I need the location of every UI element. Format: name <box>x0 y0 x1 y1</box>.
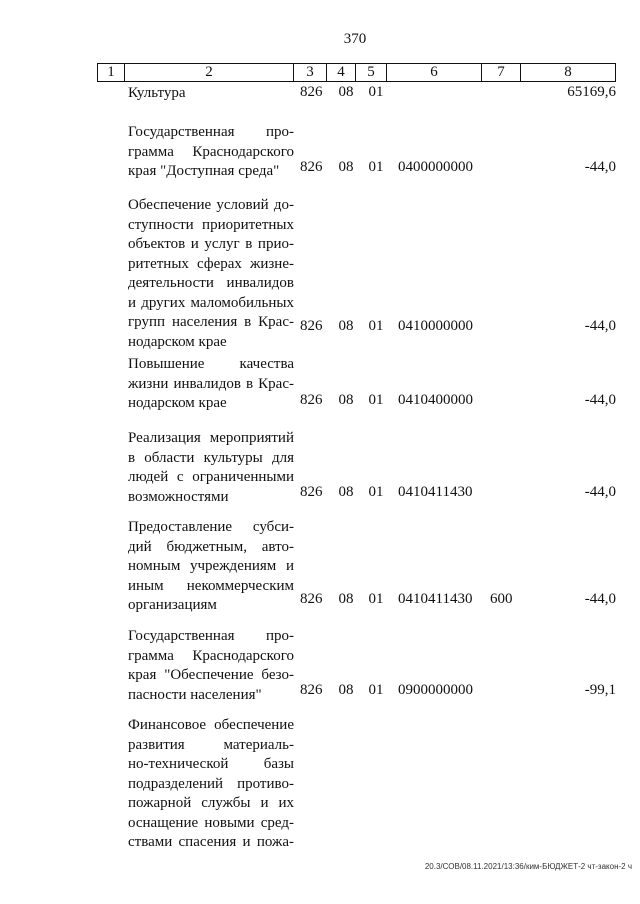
description-line: развития материаль- <box>128 736 294 753</box>
description-line: дий бюджетным, авто- <box>128 538 294 555</box>
description-line: возможностями <box>128 488 229 505</box>
cell-subsection: 01 <box>368 392 384 408</box>
cell-subsection: 01 <box>368 682 384 698</box>
cell-subsection: 01 <box>368 159 384 175</box>
description-line: ступности приоритетных <box>128 216 294 233</box>
cell-amount: -99,1 <box>584 682 616 698</box>
column-header: 7 <box>482 64 521 82</box>
description-line: Повышение качества <box>128 356 294 372</box>
document-footer-code: 20.3/СОВ/08.11.2021/13:36/ким-БЮДЖЕТ-2 чт-закон-2 ч <box>424 862 632 871</box>
cell-subsection: 01 <box>368 484 384 500</box>
column-header: 6 <box>387 64 482 82</box>
cell-amount: -44,0 <box>584 591 616 607</box>
description-line: оснащение новыми сред- <box>128 814 294 831</box>
row-description <box>128 627 294 705</box>
cell-amount: 65169,6 <box>567 84 616 100</box>
cell-section: 08 <box>338 84 354 100</box>
cell-section: 08 <box>338 318 354 334</box>
description-line: подразделений противо- <box>128 775 294 792</box>
description-line: нодарском крае <box>128 395 227 411</box>
cell-subsection: 01 <box>368 318 384 334</box>
description-line: ствами спасения и пожа- <box>128 834 294 850</box>
cell-target-article: 0410400000 <box>398 392 473 408</box>
description-line: пасности населения" <box>128 686 262 703</box>
cell-target-article: 0900000000 <box>398 682 473 698</box>
description-line: края "Обеспечение безо- <box>128 667 294 683</box>
cell-ministry-code: 826 <box>300 591 323 607</box>
description-line: Государственная про- <box>128 628 294 644</box>
description-line: Предоставление субси- <box>128 519 294 535</box>
description-line: грамма Краснодарского <box>128 143 294 160</box>
cell-ministry-code: 826 <box>300 392 323 408</box>
page-number: 370 <box>343 31 367 47</box>
cell-target-article: 0410411430 <box>398 484 473 500</box>
cell-ministry-code: 826 <box>300 84 323 100</box>
row-description <box>128 123 294 182</box>
description-line: Финансовое обеспечение <box>128 717 294 733</box>
description-line: людей с ограниченными <box>128 469 294 485</box>
cell-section: 08 <box>338 591 354 607</box>
cell-amount: -44,0 <box>584 318 616 334</box>
description-line: и других маломобильных <box>128 294 294 311</box>
description-line: групп населения в Крас- <box>128 314 294 330</box>
cell-section: 08 <box>338 682 354 698</box>
column-header: 2 <box>125 64 294 82</box>
cell-section: 08 <box>338 159 354 175</box>
description-line: нодарском крае <box>128 333 227 350</box>
cell-ministry-code: 826 <box>300 682 323 698</box>
description-line: номным учреждениям и <box>128 558 294 574</box>
description-line: Культура <box>128 85 186 101</box>
cell-target-article: 0400000000 <box>398 159 473 175</box>
cell-amount: -44,0 <box>584 159 616 175</box>
column-header-row <box>98 64 616 82</box>
description-line: края "Доступная среда" <box>128 163 280 179</box>
description-line: но-технической базы <box>128 756 294 772</box>
description-line: деятельности инвалидов <box>128 275 294 291</box>
description-line: пожарной службы и их <box>128 795 294 811</box>
description-line: иным некоммерческим <box>128 577 294 594</box>
row-description <box>128 355 294 414</box>
description-line: организациям <box>128 597 217 613</box>
row-description <box>128 196 294 352</box>
column-header-table <box>97 63 616 82</box>
cell-amount: -44,0 <box>584 484 616 500</box>
cell-section: 08 <box>338 484 354 500</box>
cell-ministry-code: 826 <box>300 159 323 175</box>
description-line: в области культуры для <box>128 449 294 466</box>
cell-subsection: 01 <box>368 84 384 100</box>
cell-target-article: 0410411430 <box>398 591 473 607</box>
description-line: Обеспечение условий до- <box>128 197 294 213</box>
cell-target-article: 0410000000 <box>398 318 473 334</box>
cell-subsection: 01 <box>368 591 384 607</box>
description-line: жизни инвалидов в Крас- <box>128 375 294 392</box>
column-header: 1 <box>98 64 125 82</box>
column-header: 5 <box>356 64 387 82</box>
description-line: ритетных сферах жизне- <box>128 255 294 272</box>
cell-expense-type: 600 <box>490 591 513 607</box>
cell-ministry-code: 826 <box>300 484 323 500</box>
row-description <box>128 429 294 507</box>
cell-amount: -44,0 <box>584 392 616 408</box>
description-line: Реализация мероприятий <box>128 430 294 446</box>
row-description <box>128 716 294 853</box>
cell-ministry-code: 826 <box>300 318 323 334</box>
column-header: 3 <box>294 64 327 82</box>
row-description <box>128 84 294 104</box>
column-header: 4 <box>327 64 356 82</box>
column-header: 8 <box>521 64 616 82</box>
description-line: Государственная про- <box>128 124 294 140</box>
row-description <box>128 518 294 616</box>
cell-section: 08 <box>338 392 354 408</box>
description-line: грамма Краснодарского <box>128 647 294 664</box>
description-line: объектов и услуг в прио- <box>128 236 294 252</box>
